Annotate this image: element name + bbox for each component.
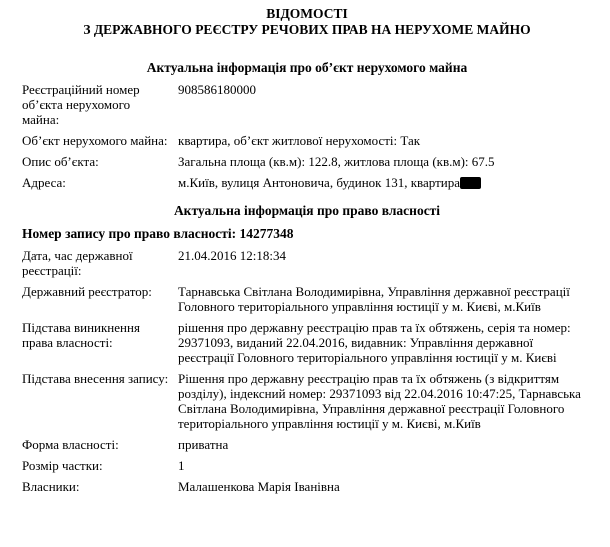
field-row-object-description (22, 154, 592, 169)
field-value: рішення про державну реєстрацію прав та їх обтяжень, серія та номер: 29371093, виданий 22.04.2016, видавник: Управління державної реєстрації Головного територіального управління юстиції у м. Києві (178, 320, 571, 365)
field-row-ownership-form (22, 437, 592, 452)
field-value: приватна (178, 437, 229, 452)
document-title (22, 6, 592, 37)
field-label: Дата, час державної реєстрації: (22, 248, 133, 278)
field-value: 1 (178, 458, 185, 473)
field-row-share-size (22, 458, 592, 473)
document-title-line1: ВІДОМОСТІ (266, 6, 348, 21)
field-label: Державний реєстратор: (22, 284, 152, 299)
field-label: Розмір частки: (22, 458, 103, 473)
field-value: квартира, об’єкт житлової нерухомості: Так (178, 133, 421, 148)
ownership-section-rows (22, 248, 592, 494)
field-value: 21.04.2016 12:18:34 (178, 248, 286, 263)
field-row-property-object (22, 133, 592, 148)
field-label: Форма власності: (22, 437, 119, 452)
field-value: Тарнавська Світлана Володимирівна, Управління державної реєстрації Головного територіального управління юстиції у м. Києві, м.Київ (178, 284, 570, 314)
field-value: Малашенкова Марія Іванівна (178, 479, 340, 494)
address-text: м.Київ, вулиця Антоновича, будинок 131, квартира (178, 175, 461, 190)
field-row-ownership-basis (22, 320, 592, 365)
field-row-registration-number (22, 82, 592, 127)
field-value: Загальна площа (кв.м): 122.8, житлова площа (кв.м): 67.5 (178, 154, 495, 169)
field-value: 908586180000 (178, 82, 256, 97)
field-row-owners (22, 479, 592, 494)
field-row-record-entry-basis (22, 371, 592, 431)
field-label: Об’єкт нерухомого майна: (22, 133, 168, 148)
field-label: Реєстраційний номер об’єкта нерухомого майна: (22, 82, 140, 127)
ownership-section-heading: Актуальна інформація про право власності (173, 203, 441, 218)
field-label: Власники: (22, 479, 80, 494)
field-row-registration-datetime (22, 248, 592, 278)
ownership-record-number-line: Номер запису про право власності: 14277348 (22, 226, 294, 241)
object-section-rows (22, 82, 592, 190)
field-label: Адреса: (22, 175, 66, 190)
field-row-address (22, 175, 592, 190)
field-row-state-registrar (22, 284, 592, 314)
document-title-line2: З ДЕРЖАВНОГО РЕЄСТРУ РЕЧОВИХ ПРАВ НА НЕРУХОМЕ МАЙНО (83, 21, 531, 37)
field-label: Підстава виникнення права власності: (22, 320, 140, 350)
object-section-heading: Актуальна інформація про об’єкт нерухомого майна (146, 60, 468, 75)
redaction-box (460, 177, 481, 189)
field-label: Опис об’єкта: (22, 154, 99, 169)
field-value: Рішення про державну реєстрацію прав та їх обтяжень (з відкриттям розділу), індексний номер: 29371093 від 22.04.2016 10:47:25, Тарнавська Світлана Володимирівна, Управління державної реєстрації Головного територіального управління юстиції у м. Києві, м.Київ (178, 371, 581, 431)
field-value (178, 175, 592, 190)
field-label: Підстава внесення запису: (22, 371, 169, 386)
